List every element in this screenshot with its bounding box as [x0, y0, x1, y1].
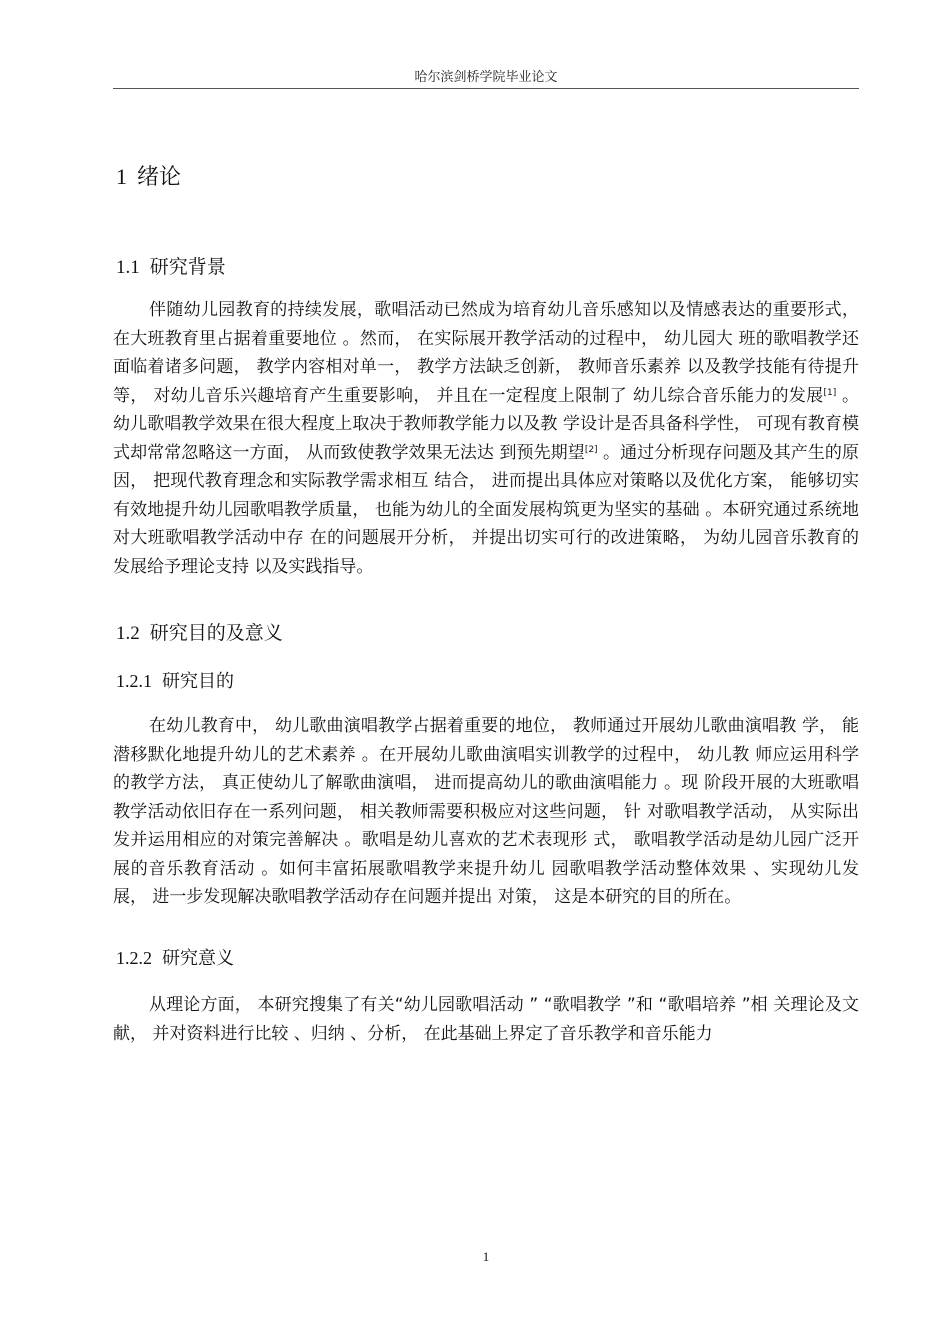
- subsection-title: 研究意义: [162, 948, 234, 969]
- paragraph-purpose: 在幼儿教育中， 幼儿歌曲演唱教学占据着重要的地位， 教师通过开展幼儿歌曲演唱教 学， 能潜移默化地提升幼儿的艺术素养 。在开展幼儿歌曲演唱实训教学的过程中， 幼儿教 师应运用科学的教学方法， 真正使幼儿了解歌曲演唱， 进而提高幼儿的歌曲演唱能力 。现 阶段开展的大班歌唱教学活动依旧存在一系列问题， 相关教师需要积极应对这些问题， 针 对歌唱教学活动， 从实际出发并运用相应的对策完善解决 。歌唱是幼儿喜欢的艺术表现形 式， 歌唱教学活动是幼儿园广泛开展的音乐教育活动 。如何丰富拓展歌唱教学来提升幼儿 园歌唱教学活动整体效果 、实现幼儿发展， 进一步发现解决歌唱教学活动存在问题并提出 对策， 这是本研究的目的所在。: [113, 716, 859, 907]
- subsection-number: 1.2.2: [116, 948, 152, 968]
- section-number: 1.1: [116, 257, 140, 278]
- chapter-title: 绪论: [137, 165, 182, 190]
- paragraph-text: 。幼儿歌唱教学效果在很大程度上取决于教师教学能力以及教 学设计是否具备科学性， 可现有教育模式却常常忽略这一方面， 从而致使教学效果无法达 到预先期望: [113, 385, 860, 463]
- paragraph-text: 。通过分析现存问题及其产生的原因， 把现代教育理念和实际教学需求相互 结合， 进而提出具体应对策略以及优化方案， 能够切实有效地提升幼儿园歌唱教学质量， 也能为幼儿的全面发展构筑更为坚实的基础 。本研究通过系统地对大班歌唱教学活动中存 在的问题展开分析， 并提出切实可行的改进策略， 为幼儿园音乐教育的发展给予理论支持 以及实践指导。: [113, 442, 859, 577]
- subsection-title: 研究目的: [162, 671, 234, 692]
- page-number: 1: [482, 1249, 490, 1264]
- paragraph-significance: 从理论方面， 本研究搜集了有关“幼儿园歌唱活动 ” “歌唱教学 ”和 “歌唱培养 ”相 关理论及文献， 并对资料进行比较 、归纳 、分析， 在此基础上界定了音乐教学和音乐能力: [113, 995, 859, 1044]
- running-header: 哈尔滨剑桥学院毕业论文: [414, 70, 558, 85]
- section-title: 研究背景: [149, 256, 226, 278]
- chapter-number: 1: [116, 164, 127, 189]
- section-title: 研究目的及意义: [149, 622, 283, 644]
- subsection-heading-1-2-1: [116, 667, 234, 693]
- section-heading-1-2: [116, 618, 283, 645]
- section-heading-1-1: [116, 252, 226, 279]
- subsection-heading-1-2-2: [116, 944, 234, 970]
- section-number: 1.2: [116, 623, 140, 644]
- paragraph-text: 伴随幼儿园教育的持续发展，歌唱活动已然成为培育幼儿音乐感知以及情感表达的重要形式， 在大班教育里占据着重要地位 。然而， 在实际展开教学活动的过程中， 幼儿园大 班的歌唱教学还面临着诸多问题， 教学内容相对单一， 教学方法缺乏创新， 教师音乐素养 以及教学技能有待提升等， 对幼儿音乐兴趣培育产生重要影响， 并且在一定程度上限制了 幼儿综合音乐能力的发展: [113, 300, 859, 406]
- citation-ref-1[interactable]: [1]: [823, 387, 837, 398]
- paragraph-background: [113, 296, 859, 581]
- citation-ref-2[interactable]: [2]: [584, 444, 598, 455]
- header-divider: [113, 88, 859, 89]
- subsection-number: 1.2.1: [116, 671, 152, 691]
- chapter-heading: [116, 160, 181, 191]
